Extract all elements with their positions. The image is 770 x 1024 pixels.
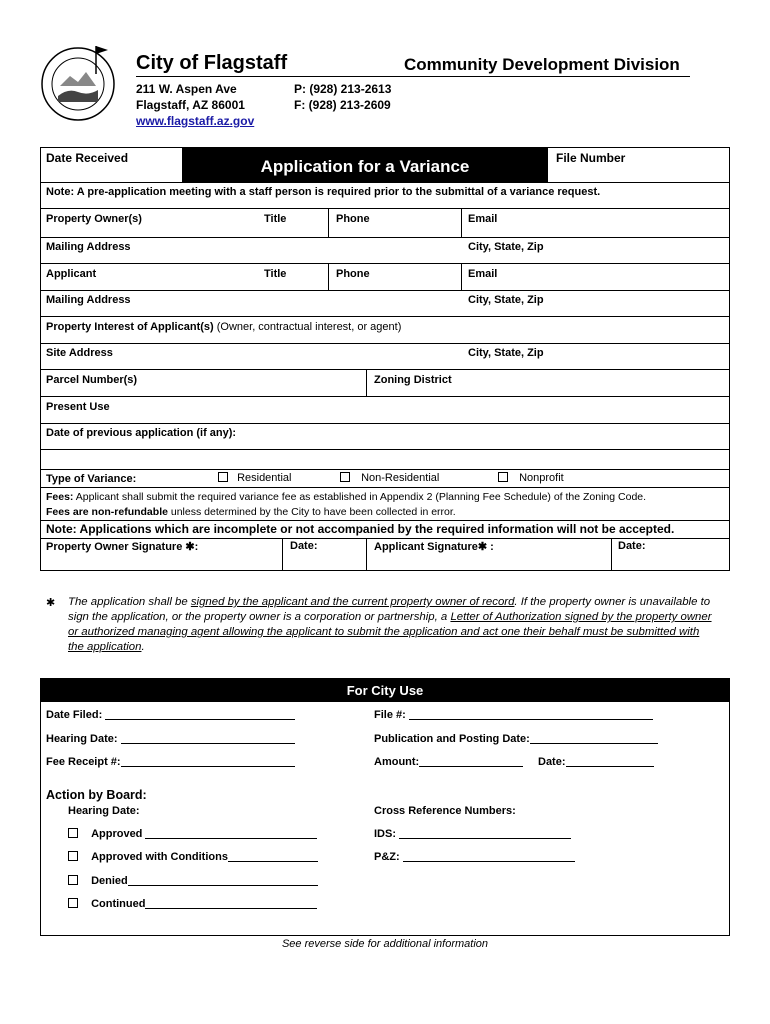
footnote-underline-2: Letter of Authorization signed by the property owner or authorized managing agent allowing the applicant to submit the application and act one their behalf must be submitted with the application <box>68 611 712 653</box>
denied-checkbox[interactable] <box>68 875 78 885</box>
amount-field[interactable] <box>374 755 523 768</box>
footnote-text-3: . <box>141 641 145 653</box>
owner-title-field[interactable]: Title <box>264 213 287 225</box>
address-line-2: Flagstaff, AZ 86001 <box>136 98 245 112</box>
approved-conditions-option[interactable] <box>68 850 318 863</box>
residential-option[interactable] <box>218 472 291 484</box>
applicant-signature-field[interactable]: Applicant Signature✱ : <box>374 541 494 553</box>
applicant-mailing-address-field[interactable]: Mailing Address <box>46 294 131 306</box>
owner-phone-field[interactable]: Phone <box>336 213 370 225</box>
division-name: Community Development Division <box>404 55 680 74</box>
amount-label: Amount: <box>374 756 420 768</box>
city-use-header <box>40 678 730 702</box>
signature-footnote <box>68 595 718 655</box>
denied-option[interactable] <box>68 874 318 887</box>
property-owner-field[interactable]: Property Owner(s) <box>46 213 142 225</box>
address-line-1: 211 W. Aspen Ave <box>136 82 237 96</box>
city-seal <box>40 40 120 124</box>
owner-signature-field[interactable]: Property Owner Signature ✱: <box>46 541 199 553</box>
incomplete-application-note: Note: Applications which are incomplete or not accompanied by the required information will not be accepted. <box>46 522 675 536</box>
applicant-signature-date-field[interactable]: Date: <box>618 540 646 552</box>
previous-application-field[interactable]: Date of previous application (if any): <box>46 427 237 439</box>
fee-receipt-label: Fee Receipt #: <box>46 756 121 768</box>
continued-checkbox[interactable] <box>68 898 78 908</box>
property-interest-label: Property Interest of Applicant(s) <box>46 321 214 333</box>
file-number-label: File Number <box>556 151 626 165</box>
owner-mailing-address-field[interactable]: Mailing Address <box>46 241 131 253</box>
ids-field[interactable] <box>374 827 571 840</box>
non-residential-option[interactable] <box>340 472 439 484</box>
fee-receipt-field[interactable] <box>46 755 295 768</box>
date-received-label: Date Received <box>46 151 129 165</box>
applicant-title-field[interactable]: Title <box>264 268 287 280</box>
cross-reference-label: Cross Reference Numbers: <box>374 805 516 817</box>
hearing-date-field[interactable] <box>46 732 295 745</box>
file-number-city-field[interactable] <box>374 708 653 721</box>
footnote-underline-1: signed by the applicant and the current property owner of record <box>190 596 515 608</box>
date-filed-label: Date Filed: <box>46 709 103 721</box>
footnote-text-1: The application shall be <box>68 596 191 608</box>
fees-description: Applicant shall submit the required variance fee as established in Appendix 2 (Planning Fee Schedule) of the Zoning Code. <box>75 491 647 503</box>
approved-checkbox[interactable] <box>68 828 78 838</box>
pz-field[interactable] <box>374 850 575 863</box>
owner-city-state-zip-field[interactable]: City, State, Zip <box>468 241 544 253</box>
owner-email-field[interactable]: Email <box>468 213 498 225</box>
type-of-variance-label: Type of Variance: <box>46 473 137 485</box>
city-name: City of Flagstaff <box>136 52 288 74</box>
file-number-city-label: File #: <box>374 709 406 721</box>
phone-number: P: (928) 213-2613 <box>294 82 392 96</box>
ids-label: IDS: <box>374 828 396 840</box>
nonprofit-option[interactable] <box>498 472 564 484</box>
property-interest-field[interactable] <box>46 321 401 333</box>
non-residential-checkbox[interactable] <box>340 472 350 482</box>
reverse-side-note: See reverse side for additional information <box>281 938 489 950</box>
approved-conditions-label: Approved with Conditions <box>91 851 228 863</box>
applicant-field[interactable]: Applicant <box>46 268 97 280</box>
approved-label: Approved <box>91 828 143 840</box>
property-interest-hint: (Owner, contractual interest, or agent) <box>216 321 402 333</box>
residential-label: Residential <box>237 472 292 484</box>
date-filed-field[interactable] <box>46 708 295 721</box>
parcel-numbers-field[interactable]: Parcel Number(s) <box>46 374 138 386</box>
owner-signature-date-field[interactable]: Date: <box>290 540 318 552</box>
fees-label: Fees: <box>46 491 74 503</box>
action-by-board-heading: Action by Board: <box>46 788 147 802</box>
hearing-date-label: Hearing Date: <box>46 733 118 745</box>
applicant-phone-field[interactable]: Phone <box>336 268 370 280</box>
footnote-star-icon: ✱ <box>46 597 56 609</box>
residential-checkbox[interactable] <box>218 472 228 482</box>
pre-application-note: Note: A pre-application meeting with a staff person is required prior to the submittal of a variance request. <box>46 186 601 198</box>
continued-option[interactable] <box>68 897 317 910</box>
form-title <box>182 147 548 183</box>
city-use-header-text: For City Use <box>346 682 424 698</box>
site-city-state-zip-field[interactable]: City, State, Zip <box>468 347 544 359</box>
applicant-email-field[interactable]: Email <box>468 268 498 280</box>
website-link[interactable]: www.flagstaff.az.gov <box>136 114 255 128</box>
pz-label: P&Z: <box>374 851 400 863</box>
publication-date-label: Publication and Posting Date: <box>374 733 530 745</box>
board-hearing-date-label: Hearing Date: <box>68 805 140 817</box>
nonprofit-label: Nonprofit <box>519 472 564 484</box>
applicant-city-state-zip-field[interactable]: City, State, Zip <box>468 294 544 306</box>
approved-option[interactable] <box>68 827 317 840</box>
fax-number: F: (928) 213-2609 <box>294 98 391 112</box>
fees-nonrefundable-bold: Fees are non-refundable <box>46 506 168 518</box>
continued-label: Continued <box>91 898 146 910</box>
form-title-text: Application for a Variance <box>260 157 470 176</box>
non-residential-label: Non-Residential <box>361 472 440 484</box>
fees-text <box>46 490 726 520</box>
footnote-text-2: . If the property owner is unavailable to sign the application, or the property owner is a corporation or partnership, a <box>68 596 711 623</box>
amount-date-label: Date: <box>538 756 566 768</box>
publication-date-field[interactable] <box>374 732 658 745</box>
amount-date-field[interactable] <box>538 755 654 768</box>
fees-nonrefundable-text: unless determined by the City to have been collected in error. <box>170 506 456 518</box>
denied-label: Denied <box>91 875 128 887</box>
present-use-field[interactable]: Present Use <box>46 401 110 413</box>
nonprofit-checkbox[interactable] <box>498 472 508 482</box>
site-address-field[interactable]: Site Address <box>46 347 113 359</box>
approved-conditions-checkbox[interactable] <box>68 851 78 861</box>
zoning-district-field[interactable]: Zoning District <box>374 374 452 386</box>
